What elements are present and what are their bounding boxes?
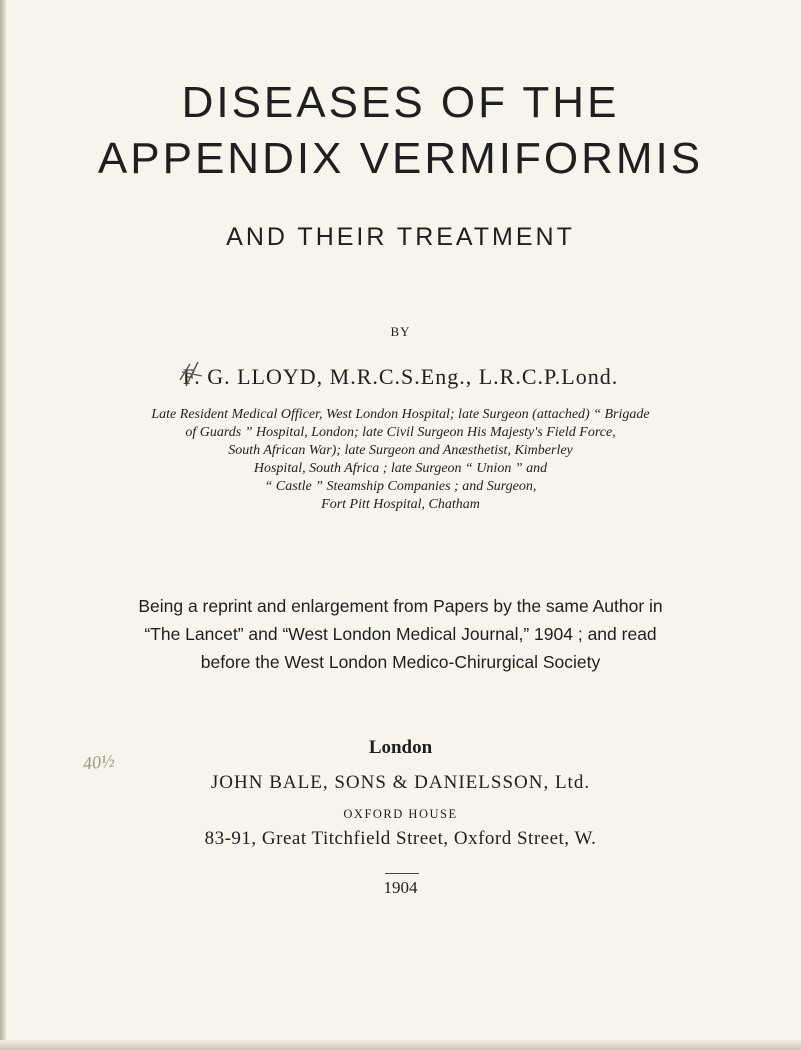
pencil-annotation: 40½ — [81, 750, 116, 774]
reprint-line: before the West London Medico-Chirurgical Society — [200, 652, 601, 672]
credential-line: Hospital, South Africa ; late Surgeon “ Union ” and — [253, 461, 548, 476]
credential-line: “ Castle ” Steamship Companies ; and Surgeon, — [264, 479, 537, 494]
credential-line: South African War); late Surgeon and Anæsthetist, Kimberley — [228, 443, 573, 458]
divider — [385, 873, 419, 874]
reprint-note — [0, 592, 801, 676]
credential-line: Late Resident Medical Officer, West London Hospital; late Surgeon (attached) “ Brigade — [151, 407, 650, 422]
imprint-year: 1904 — [383, 878, 418, 897]
imprint-house: OXFORD HOUSE — [343, 807, 458, 821]
credential-line: of Guards ” Hospital, London; late Civil Surgeon His Majesty's Field Force, — [185, 425, 616, 440]
imprint-address: 83-91, Great Titchfield Street, Oxford Street, W. — [204, 828, 597, 849]
author-credentials — [0, 406, 801, 514]
title-line-1: DISEASES OF THE — [181, 78, 620, 127]
credential-line: Fort Pitt Hospital, Chatham — [321, 497, 480, 512]
title-line-2: APPENDIX VERMIFORMIS — [97, 134, 704, 183]
author-name: F. G. LLOYD, M.R.C.S.Eng., L.R.C.P.Lond. — [182, 364, 619, 389]
title-line-3: AND THEIR TREATMENT — [226, 223, 575, 251]
imprint-publisher: JOHN BALE, SONS & DANIELSSON, Ltd. — [210, 772, 591, 793]
reprint-line: “The Lancet” and “West London Medical Journal,” 1904 ; and read — [144, 624, 657, 644]
page-bottom-edge — [0, 1040, 801, 1050]
imprint-city: London — [368, 737, 433, 758]
by-label: BY — [390, 324, 411, 339]
ink-mark-icon — [176, 358, 206, 388]
reprint-line: Being a reprint and enlargement from Papers by the same Author in — [138, 596, 663, 616]
